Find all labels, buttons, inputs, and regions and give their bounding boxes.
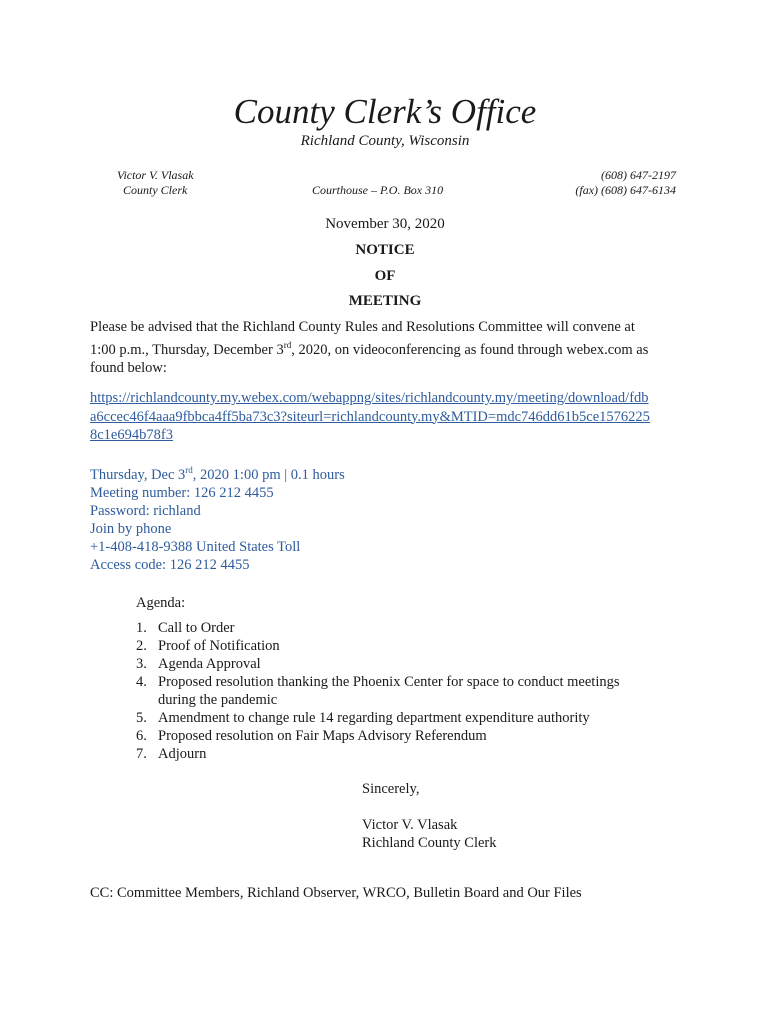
agenda-text: Call to Order <box>158 620 235 636</box>
contact-block <box>575 168 676 198</box>
meeting-info <box>90 461 345 574</box>
agenda-item <box>136 619 620 637</box>
link-line-3: 8c1e694b78f3 <box>90 427 173 443</box>
office-title: County Clerk’s Office <box>233 92 537 131</box>
agenda-text: Proof of Notification <box>158 638 280 654</box>
agenda-text: Proposed resolution thanking the Phoenix Center for space to conduct meetings <box>158 674 620 690</box>
signature-block <box>362 816 497 852</box>
clerk-title: County Clerk <box>123 183 188 197</box>
clerk-address: Courthouse – P.O. Box 310 <box>312 183 444 197</box>
agenda-list <box>136 619 620 763</box>
meeting-when-cont: , 2020 1:00 pm | 0.1 hours <box>192 466 345 483</box>
meeting-number: Meeting number: 126 212 4455 <box>90 484 274 501</box>
link-line-2: a6ccec46f4aaa9fbbca4ff5ba73c3?siteurl=richlandcounty.my&MTID=mdc746dd61b5ce1576225 <box>90 408 650 425</box>
agenda-item <box>136 727 620 745</box>
agenda-text: Amendment to change rule 14 regarding department expenditure authority <box>158 710 590 726</box>
dial-in-number: +1-408-418-9388 United States Toll <box>90 538 301 555</box>
meeting-when-sup: rd <box>185 465 193 475</box>
intro-paragraph <box>90 318 690 377</box>
county-subtitle: Richland County, Wisconsin <box>300 133 470 149</box>
meeting-when <box>90 461 345 484</box>
notice-heading-1: NOTICE <box>355 242 415 258</box>
webex-meeting-link[interactable] <box>90 389 650 445</box>
meeting-when-text: Thursday, Dec 3 <box>90 466 186 483</box>
clerk-name: Victor V. Vlasak <box>117 168 194 182</box>
agenda-item <box>136 655 620 673</box>
agenda-item <box>136 745 620 763</box>
fax-number: (fax) (608) 647-6134 <box>575 183 676 197</box>
cc-line: CC: Committee Members, Richland Observer, WRCO, Bulletin Board and Our Files <box>90 885 582 901</box>
intro-line-3: found below: <box>90 359 167 376</box>
intro-text-cont: , 2020, on videoconferencing as found through webex.com as <box>291 341 649 358</box>
agenda-text: Agenda Approval <box>158 656 261 672</box>
agenda-number: 3. <box>136 656 147 672</box>
agenda-number: 6. <box>136 728 147 744</box>
notice-heading-3: MEETING <box>348 293 422 309</box>
signer-title: Richland County Clerk <box>362 835 497 851</box>
agenda-text-cont: during the pandemic <box>158 692 278 708</box>
access-code: Access code: 126 212 4455 <box>90 556 250 573</box>
join-by-phone: Join by phone <box>90 520 172 537</box>
meeting-password: Password: richland <box>90 502 201 519</box>
agenda-text: Adjourn <box>158 746 207 762</box>
intro-line-2 <box>90 336 690 359</box>
signer-name: Victor V. Vlasak <box>362 817 458 833</box>
agenda-label: Agenda: <box>136 595 186 611</box>
intro-sup: rd <box>283 340 292 350</box>
agenda-number: 7. <box>136 746 147 762</box>
agenda-item <box>136 637 620 655</box>
agenda-text: Proposed resolution on Fair Maps Advisory Referendum <box>158 728 487 744</box>
closing: Sincerely, <box>362 781 420 797</box>
link-line-1: https://richlandcounty.my.webex.com/webappng/sites/richlandcounty.my/meeting/download/fdb <box>90 390 649 406</box>
agenda-number: 2. <box>136 638 147 654</box>
letter-date: November 30, 2020 <box>325 216 445 232</box>
intro-text: 1:00 p.m., Thursday, December 3 <box>90 341 284 358</box>
notice-heading-2: OF <box>374 268 396 284</box>
clerk-block <box>117 168 194 198</box>
agenda-item <box>136 673 620 709</box>
agenda-number: 5. <box>136 710 147 726</box>
agenda-number: 4. <box>136 674 147 690</box>
agenda-number: 1. <box>136 620 147 636</box>
agenda-item <box>136 709 620 727</box>
intro-line-1: Please be advised that the Richland County Rules and Resolutions Committee will convene at <box>90 319 635 335</box>
phone-number: (608) 647-2197 <box>601 168 676 182</box>
